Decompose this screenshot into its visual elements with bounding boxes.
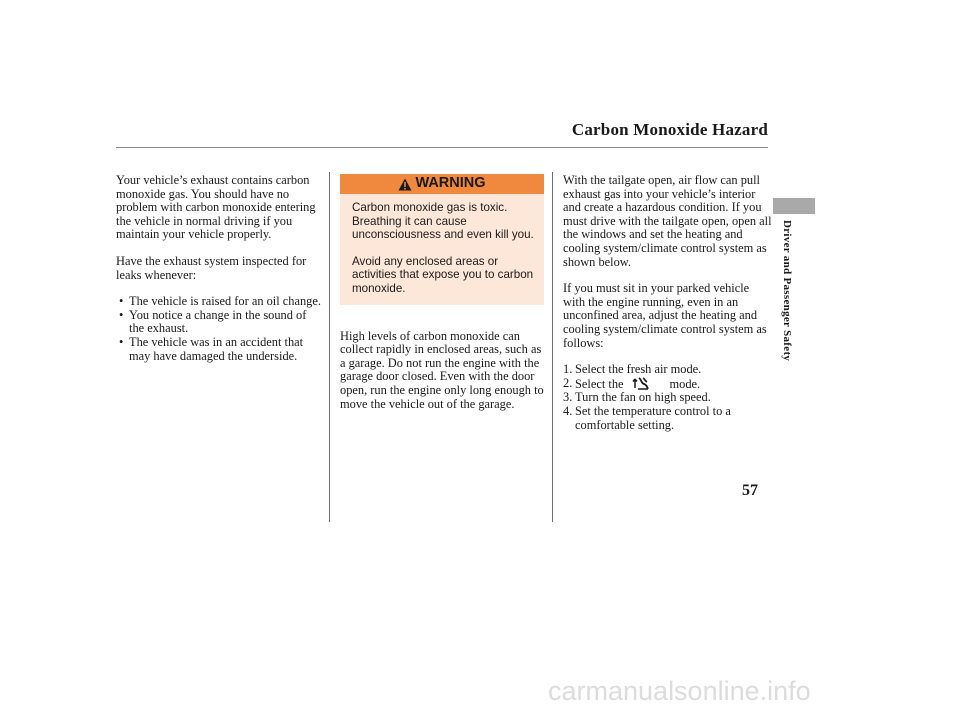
step-number: 2. bbox=[563, 375, 573, 390]
warning-header bbox=[340, 174, 544, 194]
list-item bbox=[563, 363, 773, 377]
column-divider-left bbox=[329, 172, 330, 522]
intro-paragraph: Your vehicle’s exhaust contains carbon monoxide gas. You should have no problem with carbon monoxide entering the vehicle in normal driving if you maintain your vehicle properly. bbox=[116, 173, 316, 242]
step-text: Select the fresh air mode. bbox=[575, 362, 702, 377]
watermark: carmanualsonline.info bbox=[548, 676, 811, 706]
warning-box bbox=[340, 174, 544, 305]
parked-paragraph: If you must sit in your parked vehicle with the engine running, even in an unconfined area, adjust the heating and cooling system/climate control system as follows: bbox=[563, 281, 767, 350]
tailgate-paragraph: With the tailgate open, air flow can pull exhaust gas into your vehicle’s interior and create a hazardous condition. If you must drive with the tailgate open, open all the windows and set the heating and cooling system/climate control system as shown below. bbox=[563, 173, 772, 269]
inspection-list bbox=[116, 295, 322, 363]
list-item: • You notice a change in the sound of the exhaust. bbox=[116, 309, 322, 336]
warning-heading: WARNING bbox=[415, 175, 486, 192]
warning-body bbox=[340, 194, 544, 305]
step-number: 3. bbox=[563, 390, 573, 405]
list-item bbox=[563, 405, 773, 432]
step-text: Set the temperature control to a comfortable setting. bbox=[575, 403, 731, 432]
step-number: 4. bbox=[563, 403, 573, 418]
column-middle bbox=[340, 174, 544, 424]
column-left bbox=[116, 174, 322, 363]
column-divider-right bbox=[552, 172, 553, 522]
section-label: Driver and Passenger Safety bbox=[781, 220, 793, 362]
step-text: Select the bbox=[575, 376, 624, 391]
list-item bbox=[563, 377, 773, 392]
list-item: • The vehicle was in an accident that may have damaged the underside. bbox=[116, 336, 322, 363]
warning-triangle-icon bbox=[398, 178, 412, 191]
title-divider bbox=[116, 147, 768, 148]
step-text: mode. bbox=[669, 376, 701, 391]
garage-paragraph: High levels of carbon monoxide can collect rapidly in enclosed areas, such as a garage. Do not run the engine with the garage door closed. Even with the door open, run the engine only long enough to move the vehicle out of the garage. bbox=[340, 328, 544, 411]
section-tab-marker bbox=[773, 198, 815, 214]
page-title: Carbon Monoxide Hazard bbox=[571, 120, 768, 139]
inspect-paragraph: Have the exhaust system inspected for leaks whenever: bbox=[116, 253, 307, 282]
steps-list bbox=[563, 363, 773, 432]
list-item bbox=[563, 391, 773, 405]
step-number: 1. bbox=[563, 362, 573, 377]
floor-vent-mode-icon bbox=[632, 377, 650, 390]
warning-text: Carbon monoxide gas is toxic. Breathing it can cause unconsciousness and even kill you. bbox=[352, 201, 534, 242]
list-item: • The vehicle is raised for an oil change. bbox=[116, 295, 322, 309]
column-right bbox=[563, 174, 773, 432]
page-number: 57 bbox=[742, 482, 758, 499]
warning-text: Avoid any enclosed areas or activities that expose you to carbon monoxide. bbox=[352, 254, 534, 295]
step-text: Turn the fan on high speed. bbox=[575, 390, 711, 405]
